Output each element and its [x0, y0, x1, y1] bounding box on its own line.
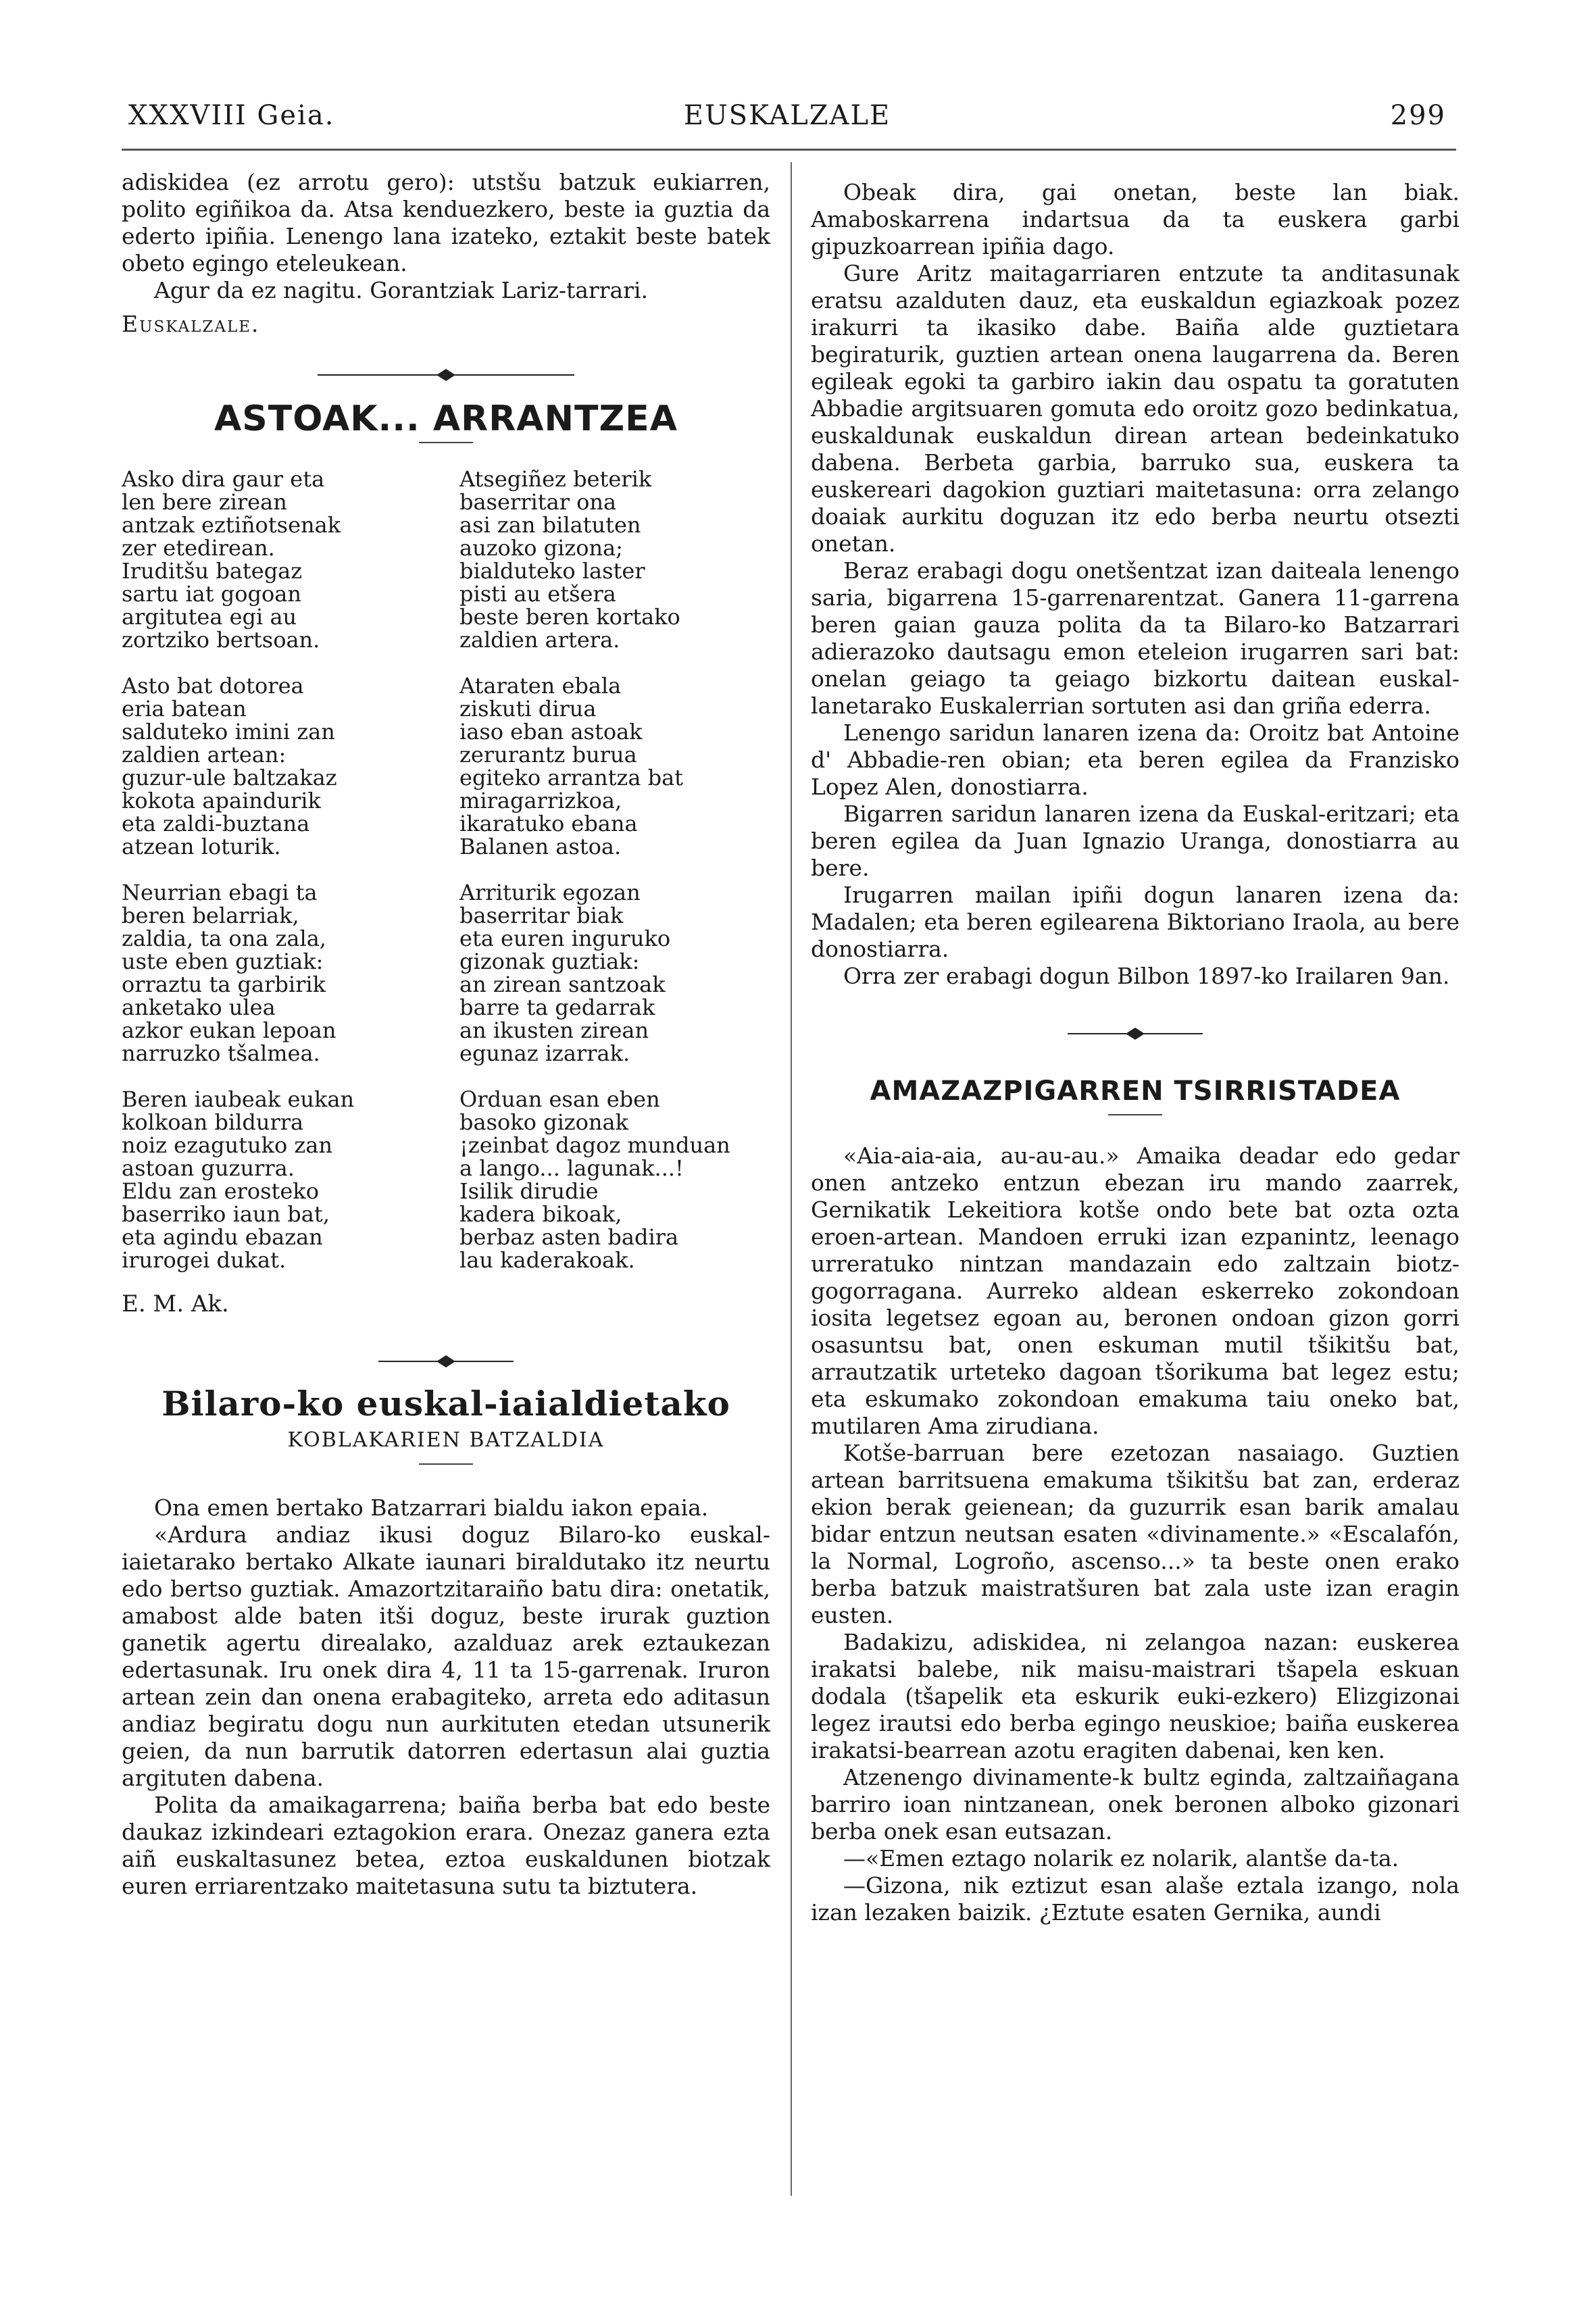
poem-line: salduteko imini zan — [122, 719, 335, 745]
verdict-paragraph: Irugarren mailan ipiñi dogun lanaren izena da: Madalen; eta beren egilearena Biktoriano Iraola, au bere donostiarra. — [811, 882, 1460, 962]
poem-line: kolkoan bildurra — [122, 1109, 304, 1135]
right-column — [811, 179, 1460, 1926]
poem-line: zaldia, ta ona zala, — [122, 926, 326, 951]
poem-line: azkor eukan lepoan — [122, 1017, 336, 1043]
verdict-paragraph: Gure Aritz maitagarriaren entzute ta anditasunak eratsu azalduten dauz, eta euskaldun egiazkoak pozez irakurri ta ikasiko dabe. Baiña alde guztietara begiraturik, guztien artean onena laugarrena da. Beren egileak egoki ta garbiro iakin dau ospatu ta goratuten Abbadie argitsuaren gomuta edo oroitz gozo bedinkatua, euskaldunak euskaldun direan artean bedeinkatuko dabena. Berbeta garbia, barruko sua, euskera ta euskereari dagokion guztiari maitetasuna: orra zelango doaiak aurkitu doguzan itz edo berba neurtu otsezti onetan. — [811, 260, 1460, 557]
opening-paragraph: Agur da ez nagitu. Gorantziak Lariz-tarrari. — [154, 277, 648, 303]
poem-stanza — [122, 881, 432, 1065]
poem-right-column — [432, 468, 770, 1294]
verdict-paragraph: Bigarren saridun lanaren izena da Euskal-eritzari; eta beren egilea da Juan Ignazio Uranga, donostiarra au bere. — [811, 801, 1460, 881]
poem-line: Isilik dirudie — [459, 1178, 599, 1204]
poem-line: zaldien artera. — [459, 627, 620, 653]
poem-line: narruzko tšalmea. — [122, 1040, 320, 1066]
section-paragraph: «Ardura andiaz ikusi doguz Bilaro-ko euskal-iaietarako bertako Alkate iaunari biraldutako itz neurtu edo bertso guztiak. Amazortzitaraiño batu dira: onetatik, amabost alde baten itši doguz, beste irurak guztion ganetik agertu direalako, azalduaz arek eztaukezan edertasunak. Iru onek dira 4, 11 ta 15-garrenak. Iruron artean zein dan onena erabagiteko, arreta edo aditasun andiaz begiratu dogu nun aurkituten etedan utsunerik geien, da nun barrutik datorren edertasun alai guztia argituten dabena. — [122, 1521, 770, 1791]
poem-line: basoko gizonak — [459, 1109, 628, 1135]
short-rule — [419, 1463, 473, 1465]
poem-line: ¡zeinbat dagoz munduan — [459, 1132, 730, 1158]
poem-stanza — [459, 1088, 770, 1272]
poem-line: irurogei dukat. — [122, 1247, 286, 1273]
poem-line: miragarrizkoa, — [459, 788, 622, 813]
column-divider — [791, 162, 792, 2196]
poem-line: zaldien artean: — [122, 742, 286, 768]
section-paragraph: Ona emen bertako Batzarrari bialdu iakon epaia. — [154, 1494, 709, 1521]
poem-line: Neurrian ebagi ta — [122, 880, 318, 905]
story-paragraph: Kotše-barruan bere ezetozan nasaiago. Guztien artean barritsuena emakuma tšikitšu bat zan, erderaz ekion berak geienean; da guzurrik esan barik amalau bidar entzun neutsan esaten «divinamente.» «Escalafón, la Normal, Logroño, ascenso...» ta beste onen erako berba batzuk maistratšuren bat zala uste izan eragin eusten. — [811, 1440, 1460, 1628]
section-title: Bilaro-ko euskal-iaialdietako — [161, 1384, 730, 1424]
poem-line: lau kaderakoak. — [459, 1247, 635, 1273]
poem-line: an zirean santzoak — [459, 972, 666, 997]
poem-line: pisti au etšera — [459, 581, 616, 607]
story-paragraph: —Gizona, nik eztizut esan alaše eztala izango, nola izan lezaken baizik. ¿Eztute esaten Gernika, aundi — [811, 1872, 1460, 1926]
poem-title: ASTOAK... ARRANTZEA — [214, 399, 678, 439]
poem-line: Eldu zan erosteko — [122, 1178, 319, 1204]
verdict-paragraph: Obeak dira, gai onetan, beste lan biak. Amaboskarrena indartsua da ta euskera garbi gipuzkoarrean ipiñia dago. — [811, 179, 1460, 259]
story-paragraph: Atzenengo divinamente-k bultz eginda, zaltzaiñagana barriro ioan nintzanean, onek beronen alboko gizonari berba onek esan eutsazan. — [811, 1764, 1460, 1844]
poem-line: Asko dira gaur eta — [122, 466, 325, 492]
poem-line: argitutea egi au — [122, 604, 297, 630]
poem-line: Ataraten ebala — [459, 673, 622, 699]
poem-line: eta euren inguruko — [459, 926, 671, 951]
poem-line: Atsegiñez beterik — [459, 466, 652, 492]
poem-line: uste eben guztiak: — [122, 949, 324, 974]
signature: Euskalzale. — [122, 311, 260, 337]
story-title: AMAZAZPIGARREN TSIRRISTADEA — [870, 1076, 1401, 1107]
journal-title: EUSKALZALE — [683, 100, 891, 131]
poem-line: a lango... lagunak...! — [459, 1155, 684, 1181]
poem-line: Arriturik egozan — [459, 880, 641, 905]
section-paragraph: Polita da amaikagarrena; baiña berba bat edo beste daukaz izkindeari eztagokion erara. Onezaz ganera ezta aiñ euskaltasunez betea, eztoa euskaldunen biotzak euren erriarentzako maitetasuna sutu ta biztutera. — [122, 1792, 770, 1899]
left-column — [122, 169, 770, 1900]
poem-line: orraztu ta garbirik — [122, 972, 326, 997]
poem-line: gizonak guztiak: — [459, 949, 640, 974]
poem-line: baserriko iaun bat, — [122, 1201, 330, 1227]
poem-line: Iruditšu bategaz — [122, 558, 303, 584]
poem-line: auzoko gizona; — [459, 535, 623, 561]
poem-line: atzean loturik. — [122, 834, 281, 859]
poem-line: ziskuti dirua — [459, 696, 597, 722]
poem-line: len bere zirean — [122, 489, 287, 515]
header-rule — [122, 149, 1456, 151]
poem-line: iaso eban astoak — [459, 719, 643, 745]
poem-line: an ikusten zirean — [459, 1017, 649, 1043]
poem-line: Orduan esan eben — [459, 1086, 660, 1112]
poem-signature: E. M. Ak. — [122, 1290, 229, 1317]
opening-paragraph: adiskidea (ez arrotu gero): utstšu batzuk eukiarren, polito egiñikoa da. Atsa kenduezkero, beste ia guztia da ederto ipiñia. Lenengo lana izateko, eztakit beste batek obeto egingo eteleukean. — [122, 169, 770, 276]
poem-line: baserritar ona — [459, 489, 617, 515]
short-rule — [1108, 1114, 1162, 1115]
poem-line: ikaratuko ebana — [459, 811, 638, 836]
poem-line: antzak eztiñotsenak — [122, 512, 341, 538]
poem-stanza — [459, 468, 770, 651]
poem-line: Asto bat dotorea — [122, 673, 304, 699]
story-paragraph: —«Emen eztago nolarik ez nolarik, alantše da-ta. — [843, 1845, 1399, 1871]
poem-stanza — [459, 674, 770, 858]
poem-line: egunaz izarrak. — [459, 1040, 630, 1066]
ornament-rule — [318, 365, 574, 385]
poem-stanza — [122, 468, 432, 651]
poem-line: asi zan bilatuten — [459, 512, 641, 538]
poem-line: berbaz asten badira — [459, 1224, 679, 1250]
page-number: 299 — [1390, 100, 1446, 131]
poem-line: egiteko arrantza bat — [459, 765, 684, 790]
poem-line: zerurantz burua — [459, 742, 637, 768]
poem-line: eta zaldi-buztana — [122, 811, 310, 836]
poem-line: zer etedirean. — [122, 535, 275, 561]
poem-line: anketako ulea — [122, 995, 276, 1020]
poem-line: eta agindu ebazan — [122, 1224, 323, 1250]
poem-stanza — [122, 674, 432, 858]
poem-line: sartu iat gogoan — [122, 581, 301, 607]
poem-line: zortziko bertsoan. — [122, 627, 320, 653]
ornament-rule — [378, 1351, 514, 1372]
poem-line: Balanen astoa. — [459, 834, 622, 859]
poem-line: beren belarriak, — [122, 903, 299, 928]
poem-line: noiz ezagutuko zan — [122, 1132, 332, 1158]
poem-line: barre ta gedarrak — [459, 995, 655, 1020]
short-rule — [419, 442, 473, 443]
verdict-paragraph: Orra zer erabagi dogun Bilbon 1897-ko Irailaren 9an. — [843, 963, 1450, 989]
story-paragraph: «Aia-aia-aia, au-au-au.» Amaika deadar edo gedar onen antzeko entzun ebezan iru mando zaarrek, Gernikatik Lekeitiora kotše ondo bete bat ozta ozta eroen-artean. Mandoen erruki izan ezpanintz, leenago urreratuko nintzan mandazain edo zaltzain biotz-gogorragana. Aurreko aldean eskerreko zokondoan iosita legetsez egoan au, beronen ondoan gizon gorri osasuntsu bat, onen eskuman mutil tšikitšu bat, arrautzatik urteteko dagoan tšorikuma bat legez estu; eta eskumako zokondoan emakuma taiu oneko bat, mutilaren Ama zirudiana. — [811, 1142, 1460, 1439]
section-subtitle: KOBLAKARIEN BATZALDIA — [287, 1428, 605, 1452]
poem-line: beste beren kortako — [459, 604, 680, 630]
poem-left-column — [122, 468, 432, 1294]
verdict-paragraph: Lenengo saridun lanaren izena da: Oroitz bat Antoine d' Abbadie-ren obian; eta beren egilea da Franzisko Lopez Alen, donostiarra. — [811, 720, 1460, 800]
poem-line: baserritar biak — [459, 903, 624, 928]
poem-line: kadera bikoak, — [459, 1201, 622, 1227]
poem-line: eria batean — [122, 696, 247, 722]
ornament-rule — [1068, 1024, 1203, 1044]
poem-stanza — [459, 881, 770, 1065]
poem-stanza — [122, 1088, 432, 1272]
poem-line: astoan guzurra. — [122, 1155, 295, 1181]
story-paragraph: Badakizu, adiskidea, ni zelangoa nazan: euskerea irakatsi balebe, nik maisu-maistrari tšapela eskuan dodala (tšapelik eta eskurik euki-ezkero) Elizgizonai legez irautsi edo berba egingo neuskioe; baiña euskerea irakatsi-bearrean azotu eragiten dabenai, ken ken. — [811, 1629, 1460, 1763]
poem-line: Beren iaubeak eukan — [122, 1086, 355, 1112]
poem — [122, 468, 770, 1294]
running-head — [128, 100, 1446, 147]
poem-line: guzur-ule baltzakaz — [122, 765, 337, 790]
poem-line: kokota apaindurik — [122, 788, 321, 813]
issue-number: XXXVIII Geia. — [128, 100, 335, 131]
poem-line: bialduteko laster — [459, 558, 645, 584]
verdict-paragraph: Beraz erabagi dogu onetšentzat izan daiteala lenengo saria, bigarrena 15-garrenarentzat. Ganera 11-garrena beren gaian gauza polita da ta Bilaro-ko Batzarrari adierazoko dautsagu emon eteleion irugarren sari bat: onelan geiago ta geiago bizkortu daitean euskal-lanetarako Euskalerrian sortuten asi dan griña ederra. — [811, 557, 1460, 719]
